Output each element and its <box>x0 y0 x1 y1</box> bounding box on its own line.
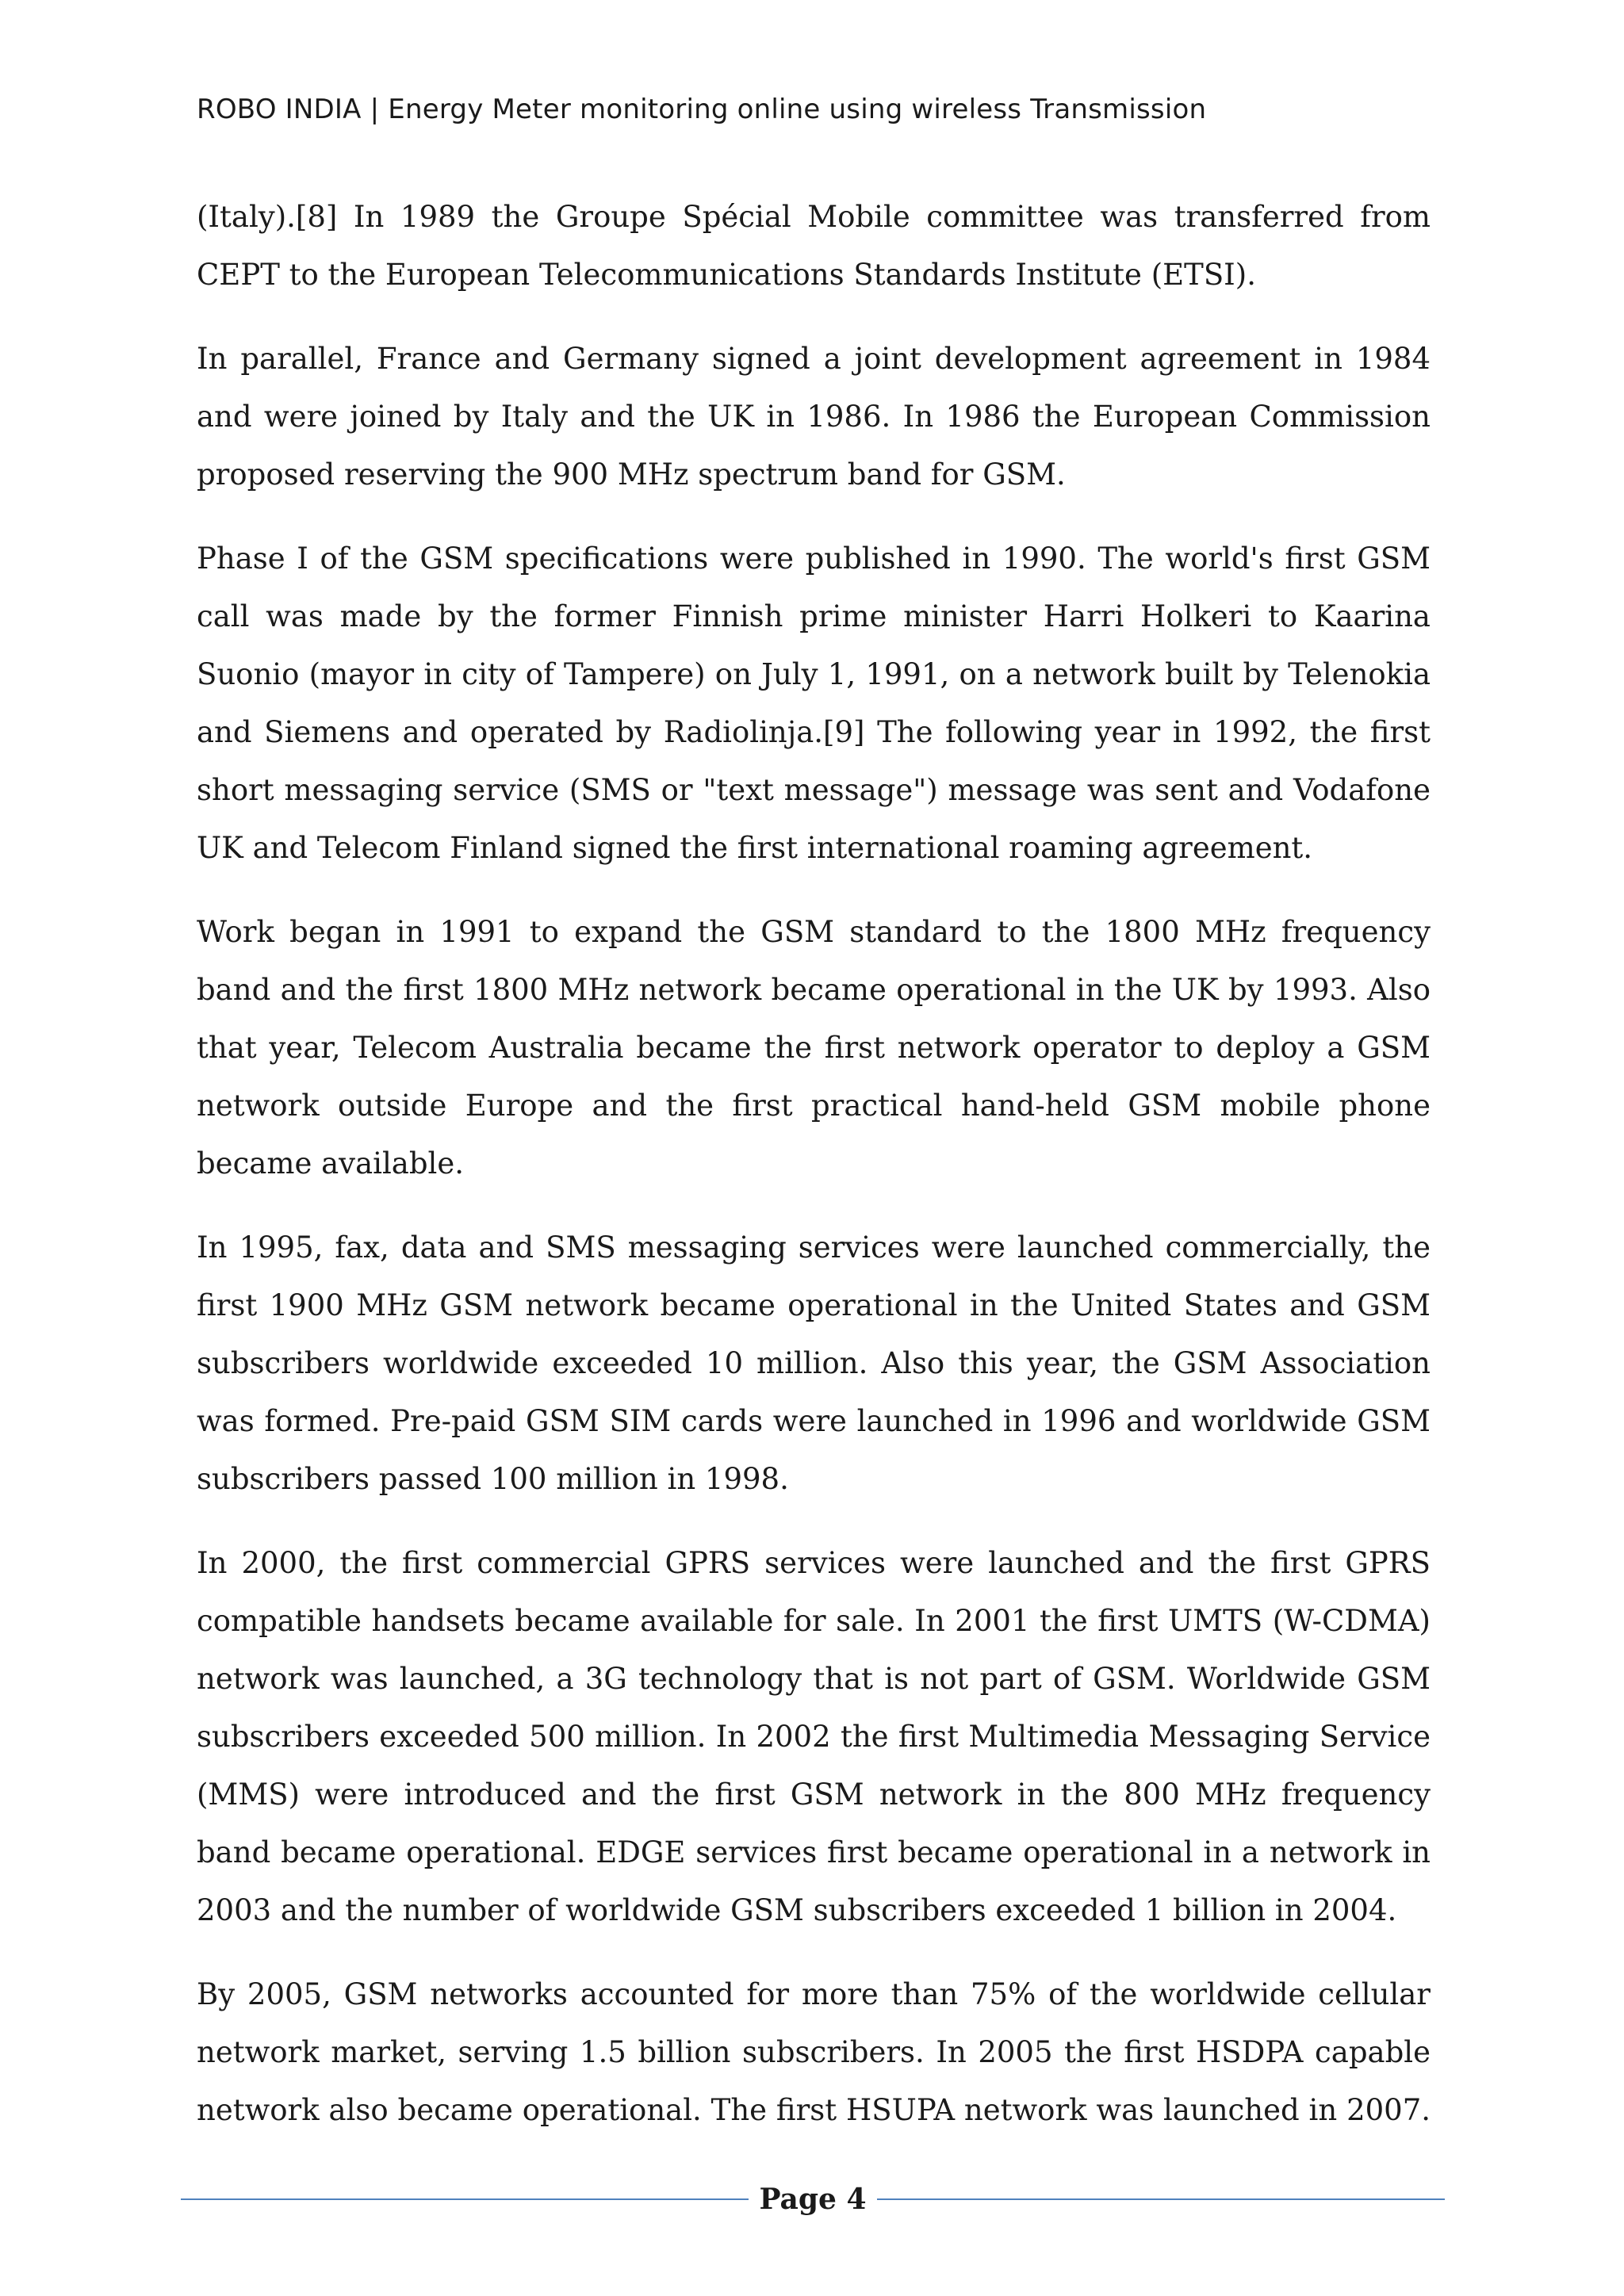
page-number: Page 4 <box>759 2183 867 2216</box>
paragraph-phase-one-first-call: Phase I of the GSM specifications were published in 1990. The world's first GSM call was made by the former Finnish prime minister Harri Holkeri to Kaarina Suonio (mayor in city of Tampere) on July 1, 1991, on a network built by Telenokia and Siemens and operated by Radiolinja.[9] The following year in 1992, the first short messaging service (SMS or "text message") message was sent and Vodafone UK and Telecom Finland signed the first international roaming agreement. <box>197 541 1431 865</box>
paragraph-etsi-transfer: (Italy).[8] In 1989 the Groupe Spécial Mobile committee was transferred from CEPT to the European Telecommunications Standards Institute (ETSI). <box>197 200 1431 292</box>
document-body <box>197 188 1431 2165</box>
paragraph-france-germany-agreement: In parallel, France and Germany signed a joint development agreement in 1984 and were joined by Italy and the UK in 1986. In 1986 the European Commission proposed reserving the 900 MHz spectrum band for GSM. <box>197 342 1431 492</box>
paragraph-1800-mhz-expansion: Work began in 1991 to expand the GSM standard to the 1800 MHz frequency band and the first 1800 MHz network became operational in the UK by 1993. Also that year, Telecom Australia became the first network operator to deploy a GSM network outside Europe and the first practical hand-held GSM mobile phone became available. <box>197 915 1431 1181</box>
paragraph-1995-services: In 1995, fax, data and SMS messaging services were launched commercially, the first 1900 MHz GSM network became operational in the United States and GSM subscribers worldwide exceeded 10 million. Also this year, the GSM Association was formed. Pre-paid GSM SIM cards were launched in 1996 and worldwide GSM subscribers passed 100 million in 1998. <box>197 1230 1431 1496</box>
running-header: ROBO INDIA | Energy Meter monitoring online using wireless Transmission <box>197 94 1207 125</box>
footer-rule-right <box>877 2198 1445 2200</box>
paragraph-2005-market-share: By 2005, GSM networks accounted for more than 75% of the worldwide cellular network market, serving 1.5 billion subscribers. In 2005 the first HSDPA capable network also became operational. The first HSUPA network was launched in 2007. <box>197 1977 1431 2127</box>
page-footer <box>181 2182 1445 2221</box>
paragraph-2000-gprs: In 2000, the first commercial GPRS services were launched and the first GPRS compatible handsets became available for sale. In 2001 the first UMTS (W-CDMA) network was launched, a 3G technology that is not part of GSM. Worldwide GSM subscribers exceeded 500 million. In 2002 the first Multimedia Messaging Service (MMS) were introduced and the first GSM network in the 800 MHz frequency band became operational. EDGE services first became operational in a network in 2003 and the number of worldwide GSM subscribers exceeded 1 billion in 2004. <box>197 1546 1431 1927</box>
footer-rule-left <box>181 2198 749 2200</box>
